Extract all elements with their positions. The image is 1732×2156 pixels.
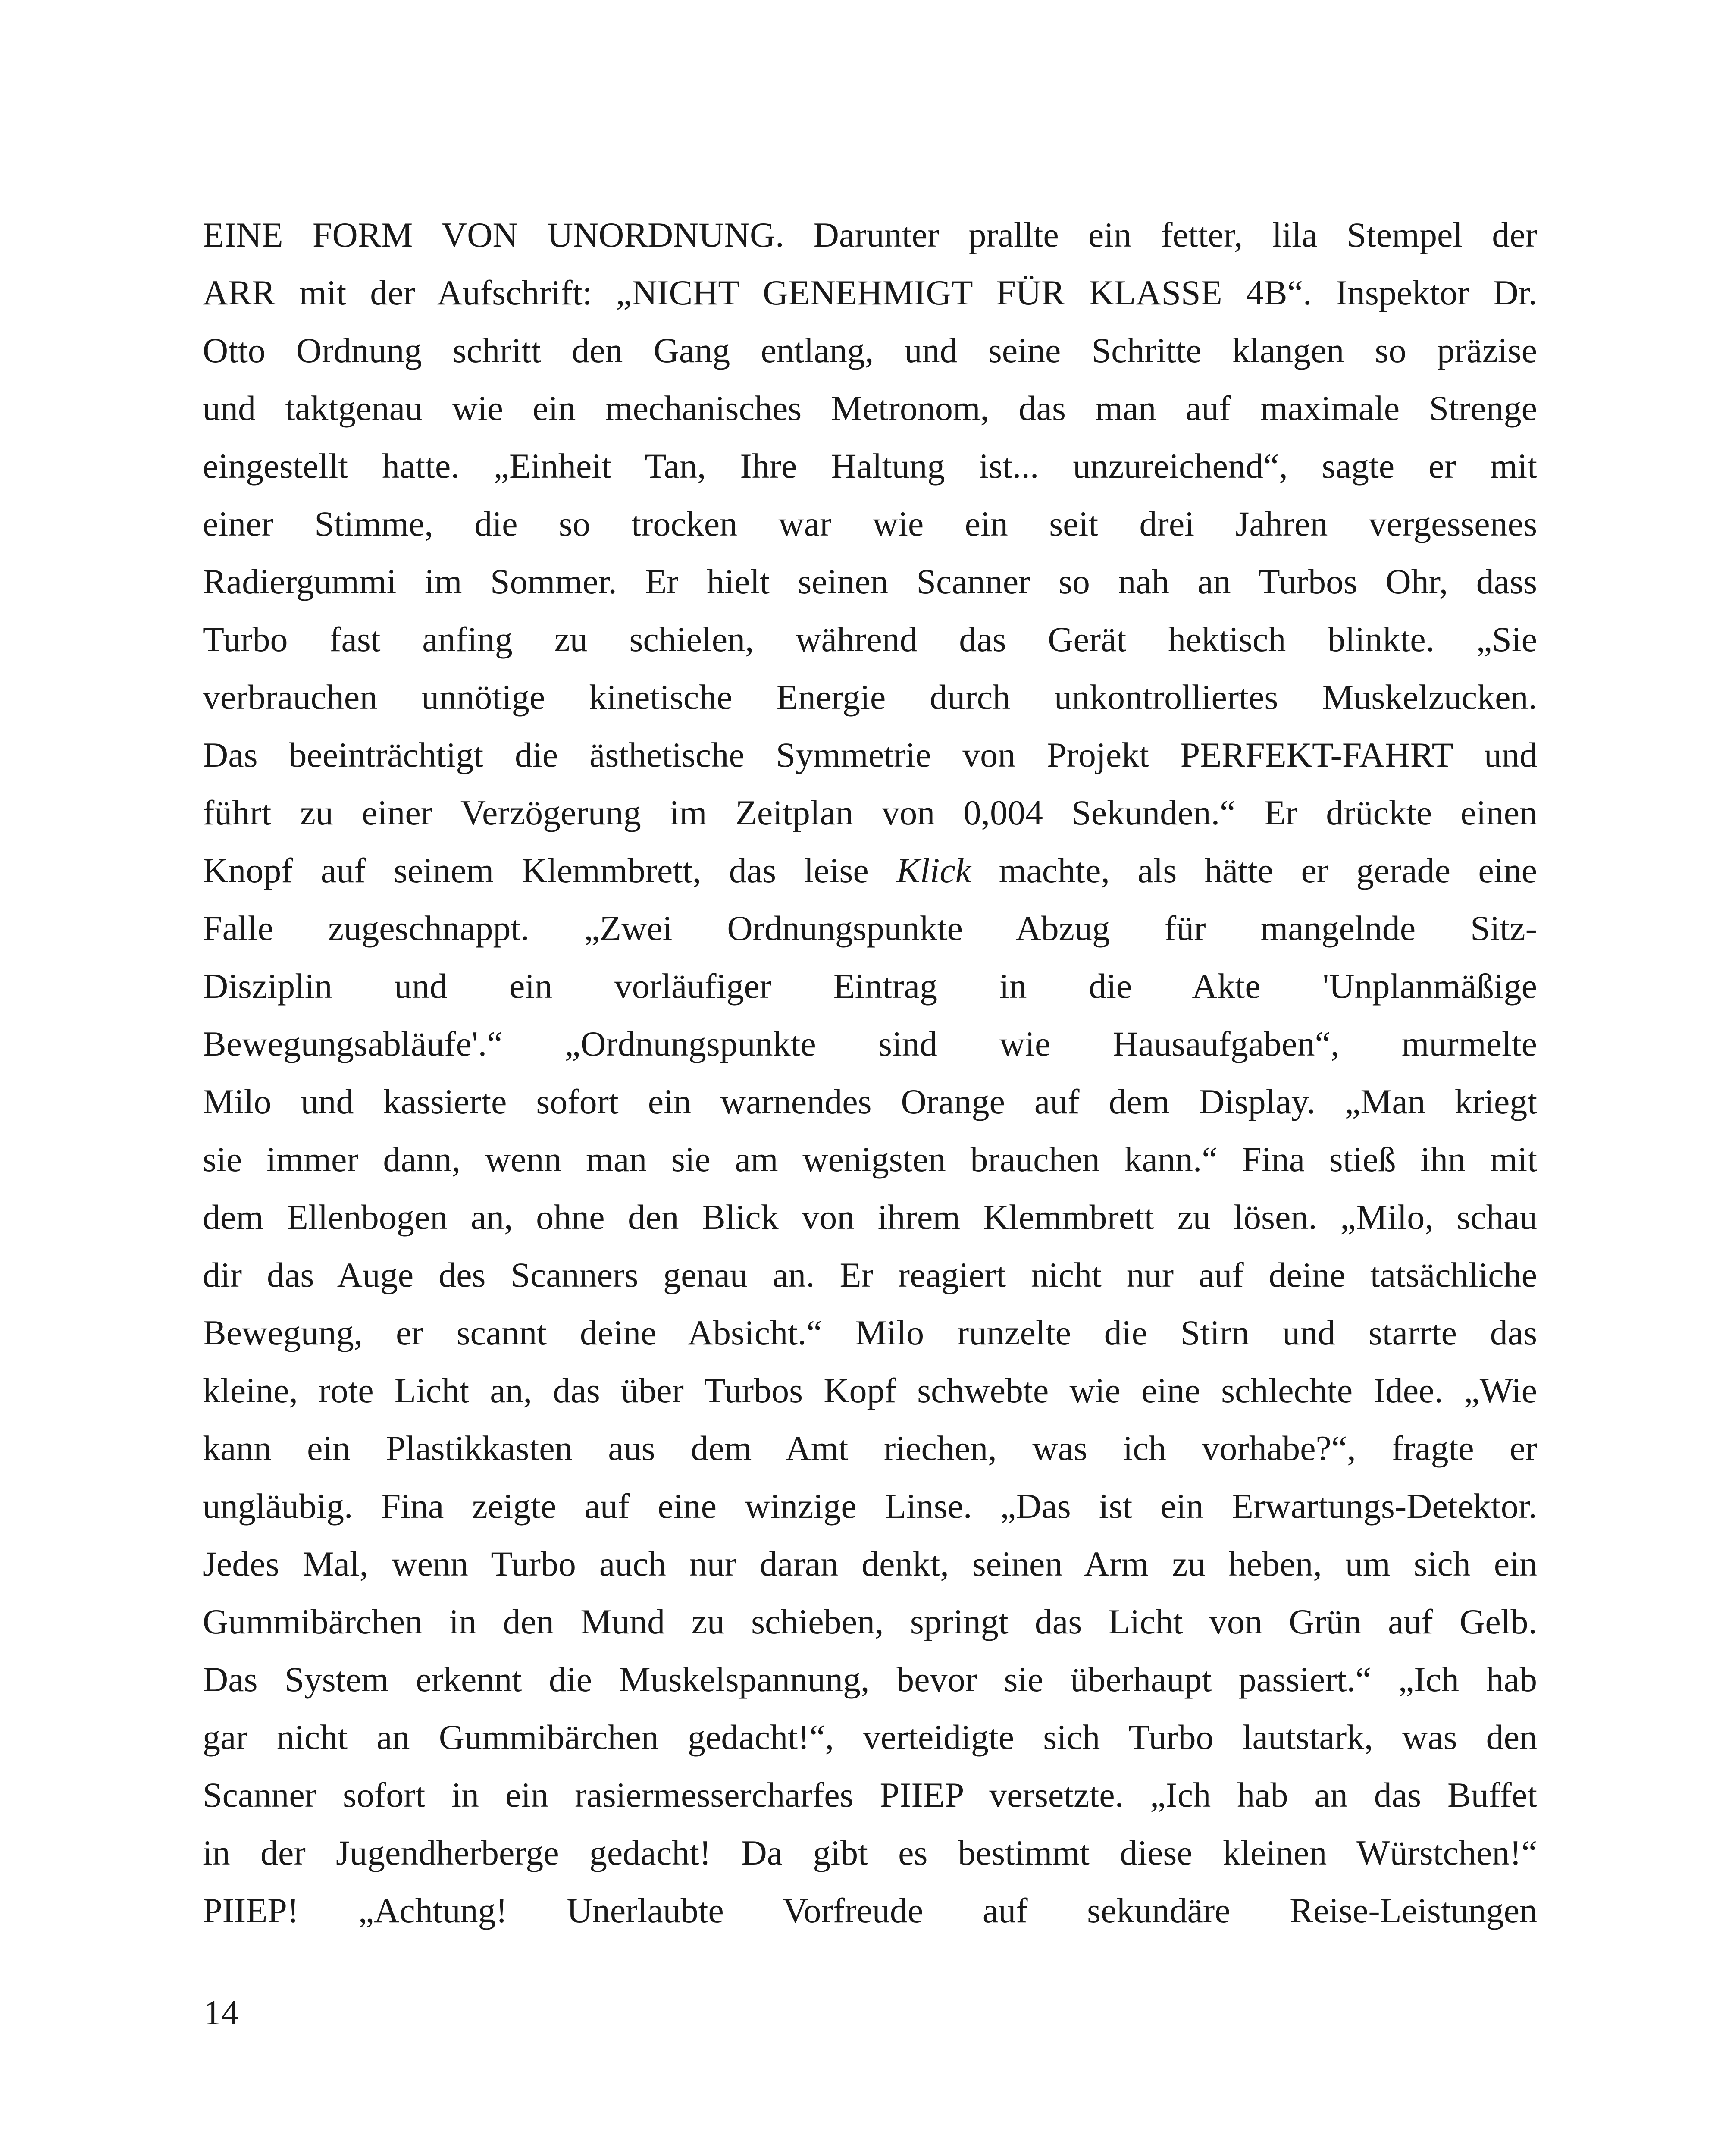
text-line: Das System erkennt die Muskelspannung, bevor sie überhaupt passiert.“ „Ich hab — [203, 1660, 1537, 1699]
text-line: Jedes Mal, wenn Turbo auch nur daran denkt, seinen Arm zu heben, um sich ein — [203, 1544, 1537, 1583]
text-line: dem Ellenbogen an, ohne den Blick von ihrem Klemmbrett zu lösen. „Milo, schau — [203, 1197, 1537, 1237]
page-number: 14 — [204, 1993, 239, 2032]
text-line: Radiergummi im Sommer. Er hielt seinen Scanner so nah an Turbos Ohr, dass — [203, 562, 1537, 601]
text-line: in der Jugendherberge gedacht! Da gibt es bestimmt diese kleinen Würstchen!“ — [203, 1833, 1537, 1872]
text-line: gar nicht an Gummibärchen gedacht!“, verteidigte sich Turbo lautstark, was den — [203, 1717, 1537, 1757]
text-line — [203, 842, 1537, 899]
text-line: und taktgenau wie ein mechanisches Metronom, das man auf maximale Strenge — [203, 389, 1537, 428]
text-line: dir das Auge des Scanners genau an. Er reagiert nicht nur auf deine tatsächliche — [203, 1255, 1537, 1294]
text-line: Scanner sofort in ein rasiermessercharfes PIIEP versetzte. „Ich hab an das Buffet — [203, 1775, 1537, 1814]
italic-word: Klick — [896, 851, 971, 890]
text-line: Bewegungsabläufe'.“ „Ordnungspunkte sind wie Hausaufgaben“, murmelte — [203, 1024, 1537, 1063]
text-line: Milo und kassierte sofort ein warnendes Orange auf dem Display. „Man kriegt — [203, 1082, 1537, 1121]
text-line: EINE FORM VON UNORDNUNG. Darunter prallte ein fetter, lila Stempel der — [203, 215, 1537, 254]
text-line: einer Stimme, die so trocken war wie ein seit drei Jahren vergessenes — [203, 504, 1537, 543]
text-line: verbrauchen unnötige kinetische Energie durch unkontrolliertes Muskelzucken. — [203, 677, 1537, 717]
text-line: Gummibärchen in den Mund zu schieben, springt das Licht von Grün auf Gelb. — [203, 1602, 1537, 1641]
text-line: ARR mit der Aufschrift: „NICHT GENEHMIGT FÜR KLASSE 4B“. Inspektor Dr. — [203, 273, 1537, 312]
text-line: ungläubig. Fina zeigte auf eine winzige Linse. „Das ist ein Erwartungs-Detektor. — [203, 1486, 1537, 1526]
text-line: Falle zugeschnappt. „Zwei Ordnungspunkte Abzug für mangelnde Sitz- — [203, 909, 1537, 948]
text-segment: machte, als hätte er gerade eine — [971, 851, 1537, 890]
text-line: Otto Ordnung schritt den Gang entlang, und seine Schritte klangen so präzise — [203, 331, 1537, 370]
text-line: Das beeinträchtigt die ästhetische Symmetrie von Projekt PERFEKT-FAHRT und — [203, 735, 1537, 774]
body-text — [203, 206, 1537, 1940]
text-line: Turbo fast anfing zu schielen, während das Gerät hektisch blinkte. „Sie — [203, 620, 1537, 659]
text-line: PIIEP! „Achtung! Unerlaubte Vorfreude auf sekundäre Reise-Leistungen — [203, 1891, 1537, 1930]
text-line: sie immer dann, wenn man sie am wenigsten brauchen kann.“ Fina stieß ihn mit — [203, 1140, 1537, 1179]
text-line: führt zu einer Verzögerung im Zeitplan von 0,004 Sekunden.“ Er drückte einen — [203, 793, 1537, 832]
text-line: kleine, rote Licht an, das über Turbos Kopf schwebte wie eine schlechte Idee. „Wie — [203, 1371, 1537, 1410]
text-line: Disziplin und ein vorläufiger Eintrag in die Akte 'Unplanmäßige — [203, 966, 1537, 1006]
text-line: kann ein Plastikkasten aus dem Amt riechen, was ich vorhabe?“, fragte er — [203, 1429, 1537, 1468]
text-line: Bewegung, er scannt deine Absicht.“ Milo runzelte die Stirn und starrte das — [203, 1313, 1537, 1352]
text-line: eingestellt hatte. „Einheit Tan, Ihre Haltung ist... unzureichend“, sagte er mit — [203, 446, 1537, 486]
text-segment: Knopf auf seinem Klemmbrett, das leise — [203, 851, 897, 890]
